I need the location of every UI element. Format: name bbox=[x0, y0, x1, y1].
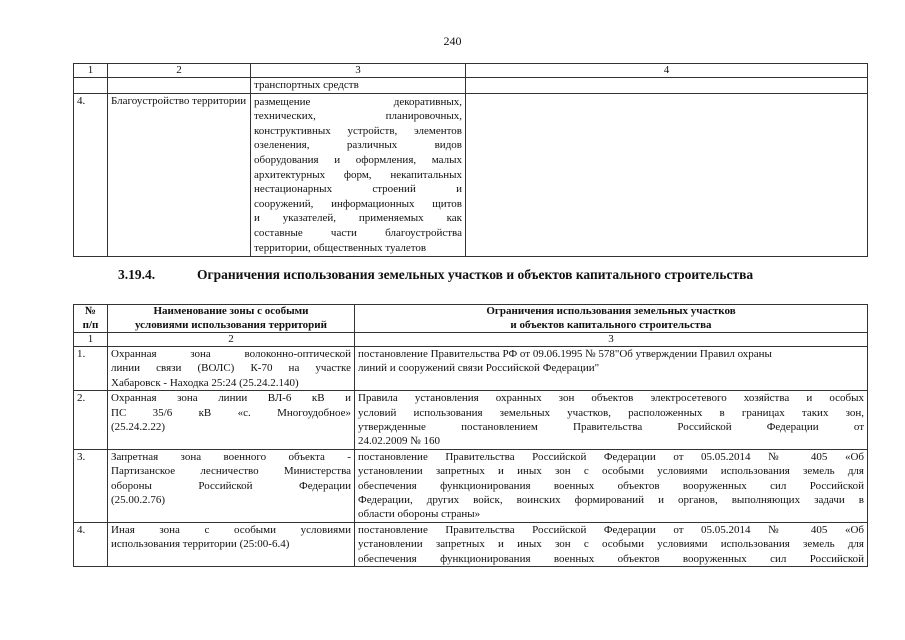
column-number-2: 2 bbox=[108, 64, 251, 78]
zone-line: линии связи (ВОЛС) К-70 на участке bbox=[111, 362, 351, 375]
row-number: 2. bbox=[74, 391, 108, 450]
row-zone bbox=[108, 347, 355, 391]
table-header-row bbox=[74, 305, 868, 333]
description-line: составные части благоустройства bbox=[254, 226, 462, 239]
row-name bbox=[108, 78, 251, 94]
row-description bbox=[251, 93, 466, 257]
row-restrictions bbox=[355, 347, 868, 391]
restriction-line: утвержденные постановлением Правительства Российской Федерации от bbox=[358, 421, 864, 434]
description-line: и указателей, применяемых как bbox=[254, 212, 462, 225]
header-line: п/п bbox=[82, 318, 99, 331]
table-row bbox=[74, 347, 868, 391]
zone-line: Запретная зона военного объекта - bbox=[111, 450, 351, 463]
restriction-line: обеспечения функционирования военных объектов вооруженных сил Российской bbox=[358, 552, 864, 565]
row-number: 3. bbox=[74, 449, 108, 522]
restriction-line: установлении запретных и иных зон с особыми условиями использования земель для bbox=[358, 465, 864, 478]
zone-line: Охранная зона волоконно-оптической bbox=[111, 348, 351, 360]
table-numbering-row bbox=[74, 333, 868, 347]
zone-line: Иная зона с особыми условиями bbox=[111, 523, 351, 536]
zone-line: использования территории (25:00-6.4) bbox=[111, 538, 290, 551]
column-number-3: 3 bbox=[355, 333, 868, 347]
restriction-line: постановление Правительства Российской Федерации от 05.05.2014 № 405 «Об bbox=[358, 523, 864, 536]
description-line: размещение декоративных, bbox=[254, 95, 462, 108]
land-use-table bbox=[73, 63, 868, 257]
row-restrictions bbox=[355, 522, 868, 566]
section-heading bbox=[118, 267, 753, 283]
column-number-1: 1 bbox=[74, 333, 108, 347]
restriction-line: обеспечения функционирования военных объектов вооруженных сил Российской bbox=[358, 479, 864, 492]
column-number-3: 3 bbox=[251, 64, 466, 78]
table-row bbox=[74, 391, 868, 450]
header-line: Наименование зоны с особыми bbox=[153, 305, 309, 317]
restriction-line: 24.02.2009 № 160 bbox=[358, 435, 440, 448]
header-line: и объектов капитального строительства bbox=[510, 318, 712, 331]
row-number bbox=[74, 78, 108, 94]
section-title: Ограничения использования земельных участков и объектов капитального строительства bbox=[197, 267, 754, 282]
description-line: конструктивных устройств, элементов bbox=[254, 124, 462, 137]
restrictions-table bbox=[73, 304, 868, 567]
column-number-4: 4 bbox=[466, 64, 868, 78]
restriction-line: линий и сооружений связи Российской Федерации" bbox=[358, 362, 600, 375]
restriction-line: установлении запретных и иных зон с особыми условиями использования земель для bbox=[358, 538, 864, 551]
restriction-line: постановление Правительства Российской Федерации от 05.05.2014 № 405 «Об bbox=[358, 450, 864, 463]
zone-line: ПС 35/6 кВ «с. Многоудобное» bbox=[111, 406, 351, 419]
row-restrictions bbox=[355, 391, 868, 450]
row-restrictions bbox=[355, 449, 868, 522]
zone-line: обороны Российской Федерации bbox=[111, 479, 351, 492]
restriction-line: постановление Правительства РФ от 09.06.1995 № 578"Об утверждении Правил охраны bbox=[358, 348, 772, 360]
zone-line: (25.00.2.76) bbox=[111, 494, 166, 507]
table-header-row bbox=[74, 64, 868, 78]
description-line: сооружений, информационных щитов bbox=[254, 197, 462, 210]
table-row bbox=[74, 449, 868, 522]
row-number: 4. bbox=[74, 522, 108, 566]
header-line: Ограничения использования земельных участков bbox=[486, 305, 736, 317]
description-line: архитектурных форм, некапитальных bbox=[254, 168, 462, 181]
table-row bbox=[74, 522, 868, 566]
column-header-number bbox=[74, 305, 108, 333]
header-line: условиями использования территорий bbox=[135, 318, 327, 331]
description-line: территории, общественных туалетов bbox=[254, 241, 427, 254]
restriction-line: условий использования земельных участков, расположенных в границах таких зон, bbox=[358, 406, 864, 419]
zone-line: Охранная зона линии ВЛ-6 кВ и bbox=[111, 392, 351, 405]
row-zone bbox=[108, 522, 355, 566]
row-note bbox=[466, 78, 868, 94]
row-number: 4. bbox=[74, 93, 108, 257]
column-number-2: 2 bbox=[108, 333, 355, 347]
zone-line: Партизанское лесничество Министерства bbox=[111, 465, 351, 478]
column-header-restrictions bbox=[355, 305, 868, 333]
zone-line: (25.24.2.22) bbox=[111, 421, 166, 434]
column-number-1: 1 bbox=[74, 64, 108, 78]
row-name: Благоустройство территории bbox=[108, 93, 251, 257]
header-line: № bbox=[84, 305, 97, 317]
description-line: технических, планировочных, bbox=[254, 110, 462, 123]
row-zone bbox=[108, 391, 355, 450]
section-number: 3.19.4. bbox=[118, 267, 156, 282]
zone-line: Хабаровск - Находка 25:24 (25.24.2.140) bbox=[111, 376, 299, 389]
restriction-line: Правила установления охранных зон объектов электросетевого хозяйства и особых bbox=[358, 392, 864, 405]
row-note bbox=[466, 93, 868, 257]
description-line: оборудования и оформления, малых bbox=[254, 153, 462, 166]
row-description: транспортных средств bbox=[251, 78, 466, 94]
table-row bbox=[74, 93, 868, 257]
row-zone bbox=[108, 449, 355, 522]
column-header-zone bbox=[108, 305, 355, 333]
table-row bbox=[74, 78, 868, 94]
row-number: 1. bbox=[74, 347, 108, 391]
restriction-line: Федерации, других войск, воинских формирований и органов, выполняющих задачи в bbox=[358, 494, 864, 507]
restriction-line: области обороны страны» bbox=[358, 508, 481, 521]
description-line: нестационарных строений и bbox=[254, 183, 462, 196]
description-line: озеленения, различных видов bbox=[254, 139, 462, 152]
page-number: 240 bbox=[443, 34, 462, 48]
